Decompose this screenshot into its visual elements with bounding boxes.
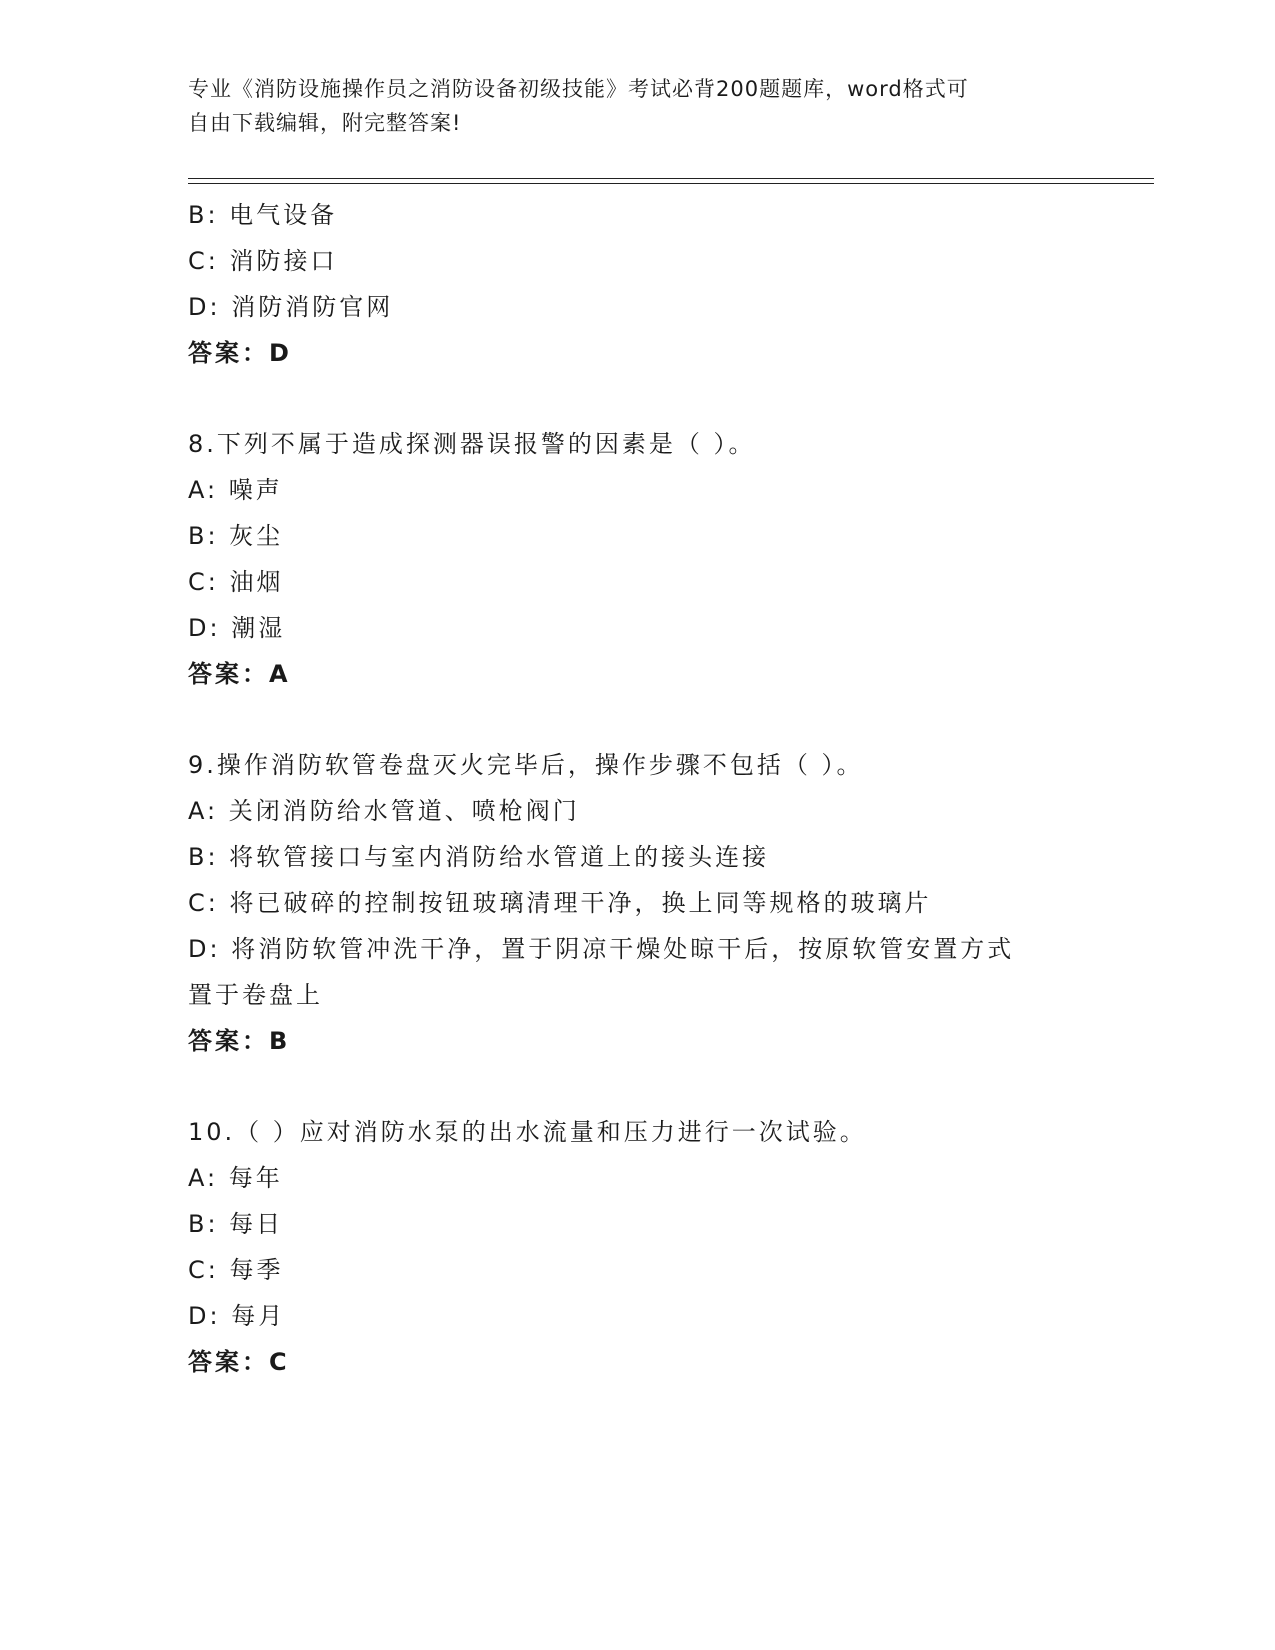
option-c: C: 每季 [188,1256,284,1284]
option-c: C: 消防接口 [188,247,338,275]
option-b: B: 将软管接口与室内消防给水管道上的接头连接 [188,843,770,871]
header-divider-top [188,178,1154,179]
option-b: B: 灰尘 [188,522,284,550]
question-text: 8.下列不属于造成探测器误报警的因素是（ ）。 [188,430,756,458]
option-a: A: 每年 [188,1164,283,1192]
option-d: D: 将消防软管冲洗干净，置于阴凉干燥处晾干后，按原软管安置方式 [188,935,1015,963]
option-b: B: 电气设备 [188,201,338,229]
answer-line: 答案：D [188,339,292,367]
option-c: C: 油烟 [188,568,284,596]
option-b: B: 每日 [188,1210,284,1238]
option-a: A: 噪声 [188,476,283,504]
answer-line: 答案：A [188,660,291,688]
question-block-9 [188,742,1088,1064]
answer-line: 答案：C [188,1348,290,1376]
question-list [188,192,1088,1385]
question-block-7 [188,192,1088,376]
option-d-continued: 置于卷盘上 [188,981,323,1009]
question-block-10 [188,1109,1088,1385]
header-line-2: 自由下载编辑，附完整答案! [188,111,462,135]
option-d: D: 潮湿 [188,614,286,642]
question-block-8 [188,421,1088,697]
question-text: 9.操作消防软管卷盘灭火完毕后，操作步骤不包括（ ）。 [188,751,864,779]
question-text: 10.（ ）应对消防水泵的出水流量和压力进行一次试验。 [188,1118,867,1146]
answer-line: 答案：B [188,1027,291,1055]
header-divider-bottom [188,183,1154,184]
option-c: C: 将已破碎的控制按钮玻璃清理干净，换上同等规格的玻璃片 [188,889,932,917]
option-d: D: 消防消防官网 [188,293,394,321]
option-a: A: 关闭消防给水管道、喷枪阀门 [188,797,580,825]
header-line-1: 专业《消防设施操作员之消防设备初级技能》考试必背200题题库，word格式可 [188,77,969,101]
option-d: D: 每月 [188,1302,286,1330]
document-header [188,72,1088,140]
